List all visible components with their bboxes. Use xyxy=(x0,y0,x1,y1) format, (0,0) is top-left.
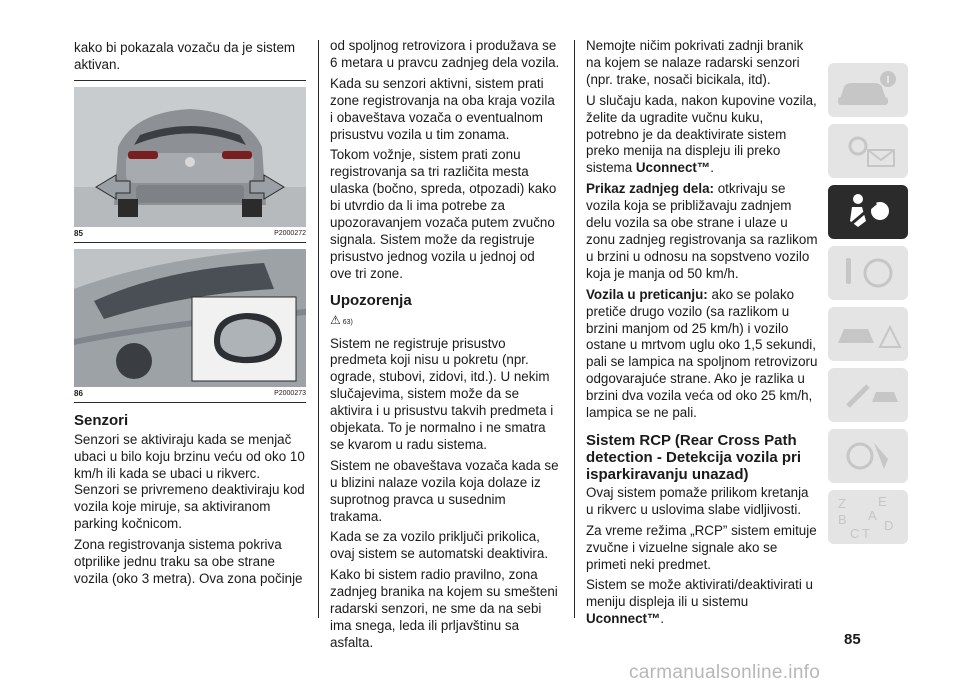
figure-85-code: P2000272 xyxy=(274,229,306,237)
text: Sistem se može aktivirati/deaktivirati u meniju displeja ili u sistemu xyxy=(586,577,813,610)
heading-senzori: Senzori xyxy=(74,411,129,429)
paragraph: Tokom vožnje, sistem prati zonu registrovanja sa tri različita mesta ulaska (bočno, spreda, otpozadi) kako bi utvrdio da li ima potrebe za upozoravanjem vozača putem zvučno signala. Sistem može da registruje prisustvo jednog vozila u jednoj od ove tri zone. xyxy=(330,147,557,281)
car-warning-icon[interactable] xyxy=(828,307,908,361)
rule xyxy=(74,242,306,243)
index-letter: T xyxy=(862,526,870,541)
text: . xyxy=(710,160,715,176)
heading-rcp: Sistem RCP (Rear Cross Path detection - Detekcija vozila pri isparkiravanju unazad) xyxy=(586,431,802,483)
alphabet-index-icon[interactable] xyxy=(828,490,908,544)
index-letter: B xyxy=(838,512,847,527)
paragraph: Sistem ne registruje prisustvo predmeta koji nisu u pokretu (npr. ograde, stubovi, zidovi, itd.). U nekim slučajevima, sistem može da se aktivira i u prisustvu takvih predmeta i objekata. To je normalno i ne smatra se kvarom u radu sistema. xyxy=(330,335,554,452)
navigation-music-icon[interactable] xyxy=(828,429,908,483)
figure-85-number: 85 xyxy=(74,228,83,238)
index-letter: E xyxy=(878,494,887,509)
column-divider-left xyxy=(318,40,319,618)
heading-upozorenja: Upozorenja xyxy=(330,291,412,309)
paragraph: Nemojte ničim pokrivati zadnji branik na kojem se nalaze radarski senzori (npr. trake, nosači bicikala, itd). xyxy=(586,38,804,87)
warning-reference xyxy=(330,312,560,332)
text: . xyxy=(660,611,665,627)
senzori-paragraph-1: Senzori se aktiviraju kada se menjač ubaci u bilo koju brzinu veću od oko 10 km/h ili kada se ubaci u rikverc. Senzori se privremeno deaktiviraju kod vozila koje miruje, sa aktiviranom parking kočnicom. xyxy=(74,431,305,532)
column-2 xyxy=(330,38,560,656)
paragraph: Za vreme režima „RCP” sistem emituje zvučne i vizuelne signale ako se primeti neki predmet. xyxy=(586,522,817,572)
paragraph: od spoljnog retrovizora i produžava se 6 metara u pravcu zadnjeg dela vozila. xyxy=(330,38,560,70)
column-3 xyxy=(586,38,818,632)
column-divider-right xyxy=(574,40,575,618)
warning-triangle-icon: ⚠ xyxy=(330,312,341,327)
column-1 xyxy=(74,40,306,592)
paragraph: Kada se za vozilo priključi prikolica, ovaj sistem se automatski deaktivira. xyxy=(330,529,549,562)
figure-86-side-mirror xyxy=(74,249,306,387)
paragraph xyxy=(586,181,818,282)
figure-85-car-rear xyxy=(74,87,306,227)
text: U slučaju kada, nakon kupovine vozila, želite da ugradite vučnu kuku, potrebno je da deaktivirate sistem preko menija na displeju ili preko sistema xyxy=(586,92,817,176)
figure-86-number: 86 xyxy=(74,388,83,398)
index-letter: A xyxy=(868,508,877,523)
paragraph: Kada su senzori aktivni, sistem prati zone registrovanja na oba kraja vozila i obaveštava vozača o eventualnom prisustvu vozila u tim zonama. xyxy=(330,75,555,142)
key-steering-icon[interactable] xyxy=(828,246,908,300)
intro-text: kako bi pokazala vozaču da je sistem aktivan. xyxy=(74,40,296,72)
warning-ref-number: 63) xyxy=(342,318,353,326)
page-number: 85 xyxy=(844,631,861,648)
term-overtaking: Vozila u preticanju: xyxy=(586,286,708,302)
text: otkrivaju se vozila koja se približavaju zadnjem delu vozila sa obe strane i ulaze u zonu zadnjeg registrovanja sa razlikom u brzini u odnosu na sopstveno vozilo koja je manja od 50 km/h. xyxy=(586,181,818,281)
paragraph xyxy=(586,93,818,178)
paragraph: Ovaj sistem pomaže prilikom kretanja u rikverc u uslovima slabe vidljivosti. xyxy=(586,484,809,517)
uconnect-label: Uconnect™ xyxy=(635,160,711,176)
rule xyxy=(74,80,306,81)
car-rear-image xyxy=(74,87,306,227)
paragraph xyxy=(586,287,818,422)
watermark: carmanualsonline.info xyxy=(629,662,821,683)
index-letter: Z xyxy=(838,496,846,511)
senzori-paragraph-2: Zona registrovanja sistema pokriva otprilike jednu traku sa obe strane vozila (oko 3 metra). Ova zona počinje xyxy=(74,537,303,586)
chapter-tabs xyxy=(828,63,908,551)
text: ako se polako pretiče drugo vozilo (sa razlikom u brzini manjom od 25 km/h) i vozilo ostane u mrtvom uglu oko 1,5 sekundi, pali se lampica na spoljnom retrovizoru odgovarajuće strane. Ako je razlika u brzini dva vozila veća od oko 25 km/h, lampica se ne pali. xyxy=(586,286,818,421)
uconnect-label: Uconnect™ xyxy=(586,611,661,627)
figure-86-code: P2000273 xyxy=(274,389,306,397)
seat-airbag-icon[interactable] xyxy=(828,185,908,239)
figure-85-caption xyxy=(74,229,306,238)
wrench-car-icon[interactable] xyxy=(828,368,908,422)
index-letter: C xyxy=(850,526,860,541)
figure-86-caption xyxy=(74,389,306,398)
lights-envelope-icon[interactable] xyxy=(828,124,908,178)
paragraph: Kako bi sistem radio pravilno, zona zadnjeg branika na kojem su smešteni radarski senzori, ne sme da na sebi ima snega, leda ili prljavštinu sa asfalta. xyxy=(330,567,558,650)
term-rear-view: Prikaz zadnjeg dela: xyxy=(586,181,714,197)
rule xyxy=(74,402,306,403)
car-info-icon[interactable] xyxy=(828,63,908,117)
side-mirror-image xyxy=(74,249,306,387)
index-letter: D xyxy=(884,518,894,533)
paragraph: Sistem ne obaveštava vozača kada se u blizini nalaze vozila koja dolaze iz suprotnog pravca u susednim trakama. xyxy=(330,457,559,524)
paragraph xyxy=(586,577,818,628)
